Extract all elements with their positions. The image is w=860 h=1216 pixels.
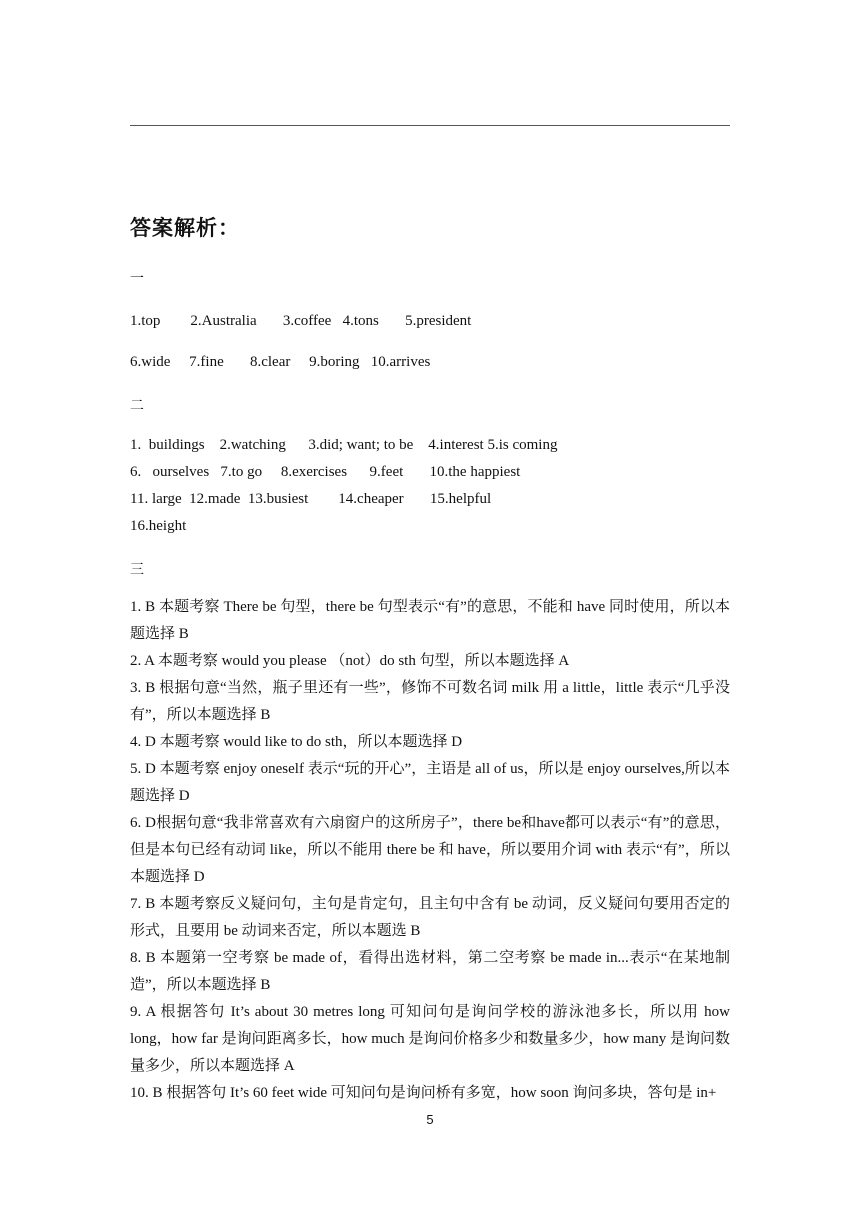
answer-item-7: 7. B 本题考察反义疑问句，主句是肯定句，且主句中含有 be 动词，反义疑问句要用否定的形式，且要用 be 动词来否定，所以本题选 B bbox=[130, 896, 730, 939]
answer-item-6: 6. D根据句意“我非常喜欢有六扇窗户的这所房子”，there be和have都可以表示“有”的意思，但是本句已经有动词 like，所以不能用 there be 和 have，所以要用介词 with 表示“有”，所以本题选择 D bbox=[130, 815, 730, 885]
section-label-2: 二 bbox=[130, 398, 144, 414]
answer-item-3: 3. B 根据句意“当然，瓶子里还有一些”，修饰不可数名词 milk 用 a little，little 表示“几乎没有”，所以本题选择 B bbox=[130, 680, 730, 723]
section-label-3: 三 bbox=[130, 562, 144, 578]
section2-line-1: 1. buildings 2.watching 3.did; want; to be 4.interest 5.is coming bbox=[130, 437, 558, 453]
answer-item-2: 2. A 本题考察 would you please （not）do sth 句型，所以本题选择 A bbox=[130, 653, 570, 669]
section3-answers bbox=[130, 594, 730, 1107]
header-rule bbox=[130, 125, 730, 126]
answer-item-10: 10. B 根据答句 It’s 60 feet wide 可知问句是询问桥有多宽，how soon 询问多块，答句是 in+ bbox=[130, 1085, 717, 1101]
page-number: 5 bbox=[426, 1112, 434, 1127]
section2-line-3: 11. large 12.made 13.busiest 14.cheaper 15.helpful bbox=[130, 491, 492, 507]
answer-item-1: 1. B 本题考察 There be 句型，there be 句型表示“有”的意思，不能和 have 同时使用，所以本题选择 B bbox=[130, 599, 730, 642]
section1-line-2: 6.wide 7.fine 8.clear 9.boring 10.arrives bbox=[130, 354, 431, 370]
answer-item-9: 9. A 根据答句 It’s about 30 metres long 可知问句是询问学校的游泳池多长，所以用 how long，how far 是询问距离多长，how much 是询问价格多少和数量多少，how many 是询问数量多少，所以本题选择 A bbox=[130, 1004, 730, 1074]
page-title: 答案解析： bbox=[130, 216, 240, 240]
answer-item-5: 5. D 本题考察 enjoy oneself 表示“玩的开心”，主语是 all of us，所以是 enjoy ourselves,所以本题选择 D bbox=[130, 761, 730, 804]
answer-item-4: 4. D 本题考察 would like to do sth，所以本题选择 D bbox=[130, 734, 463, 750]
section-label-1: 一 bbox=[130, 271, 144, 287]
section2-line-2: 6. ourselves 7.to go 8.exercises 9.feet 10.the happiest bbox=[130, 464, 521, 480]
section1-line-1: 1.top 2.Australia 3.coffee 4.tons 5.president bbox=[130, 313, 472, 329]
section2-line-4: 16.height bbox=[130, 518, 187, 534]
answer-item-8: 8. B 本题第一空考察 be made of，看得出选材料，第二空考察 be made in...表示“在某地制造”，所以本题选择 B bbox=[130, 950, 730, 993]
